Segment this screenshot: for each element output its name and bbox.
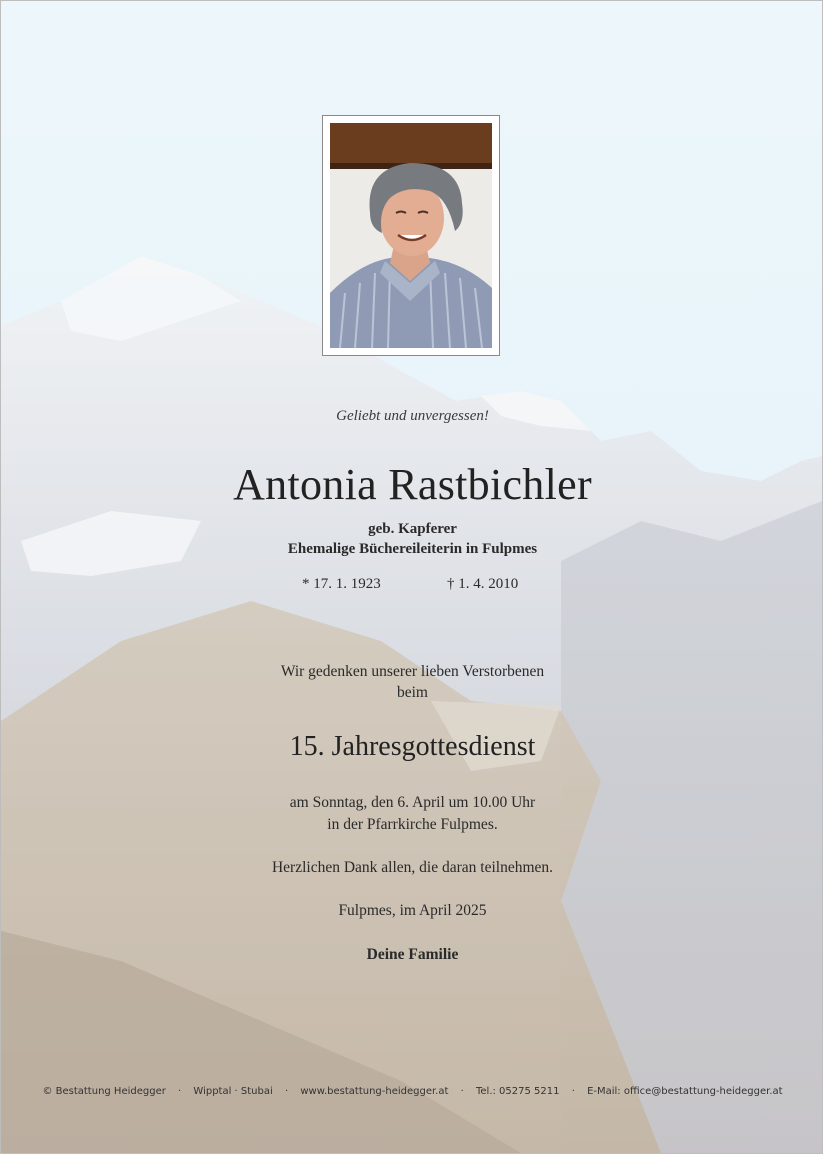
portrait-image xyxy=(330,123,492,348)
footer-region: Wipptal · Stubai xyxy=(193,1086,273,1097)
footer-phone: Tel.: 05275 5211 xyxy=(475,1086,560,1097)
service-title: 15. Jahresgottesdienst xyxy=(289,731,536,762)
deceased-name: Antonia Rastbichler xyxy=(233,460,592,509)
footer-website-link[interactable]: www.bestattung-heidegger.at xyxy=(300,1086,449,1097)
footer-separator: · xyxy=(284,1086,289,1097)
place-date: Fulpmes, im April 2025 xyxy=(338,902,487,919)
maiden-name: geb. Kapferer xyxy=(368,521,457,537)
footer-separator: · xyxy=(460,1086,464,1097)
motto: Geliebt und unvergessen! xyxy=(336,408,489,424)
footer xyxy=(1,1086,823,1097)
portrait-photo xyxy=(330,123,492,348)
death-date: † 1. 4. 2010 xyxy=(447,576,519,592)
service-when: am Sonntag, den 6. April um 10.00 Uhr xyxy=(289,794,536,811)
footer-separator: · xyxy=(178,1086,182,1097)
portrait-frame xyxy=(322,115,500,356)
thanks-text: Herzlichen Dank allen, die daran teilnehmen. xyxy=(271,859,554,876)
intro-line-2: beim xyxy=(397,684,428,701)
service-where: in der Pfarrkirche Fulpmes. xyxy=(327,816,498,833)
deceased-role: Ehemalige Büchereileiterin in Fulpmes xyxy=(287,541,538,557)
footer-company: © Bestattung Heidegger xyxy=(42,1086,166,1097)
signature: Deine Familie xyxy=(366,946,459,963)
intro-line-1: Wir gedenken unserer lieben Verstorbenen xyxy=(280,663,545,680)
birth-date: * 17. 1. 1923 xyxy=(302,576,381,592)
footer-separator: · xyxy=(571,1086,575,1097)
footer-email-link[interactable]: E-Mail: office@bestattung-heidegger.at xyxy=(587,1086,783,1097)
